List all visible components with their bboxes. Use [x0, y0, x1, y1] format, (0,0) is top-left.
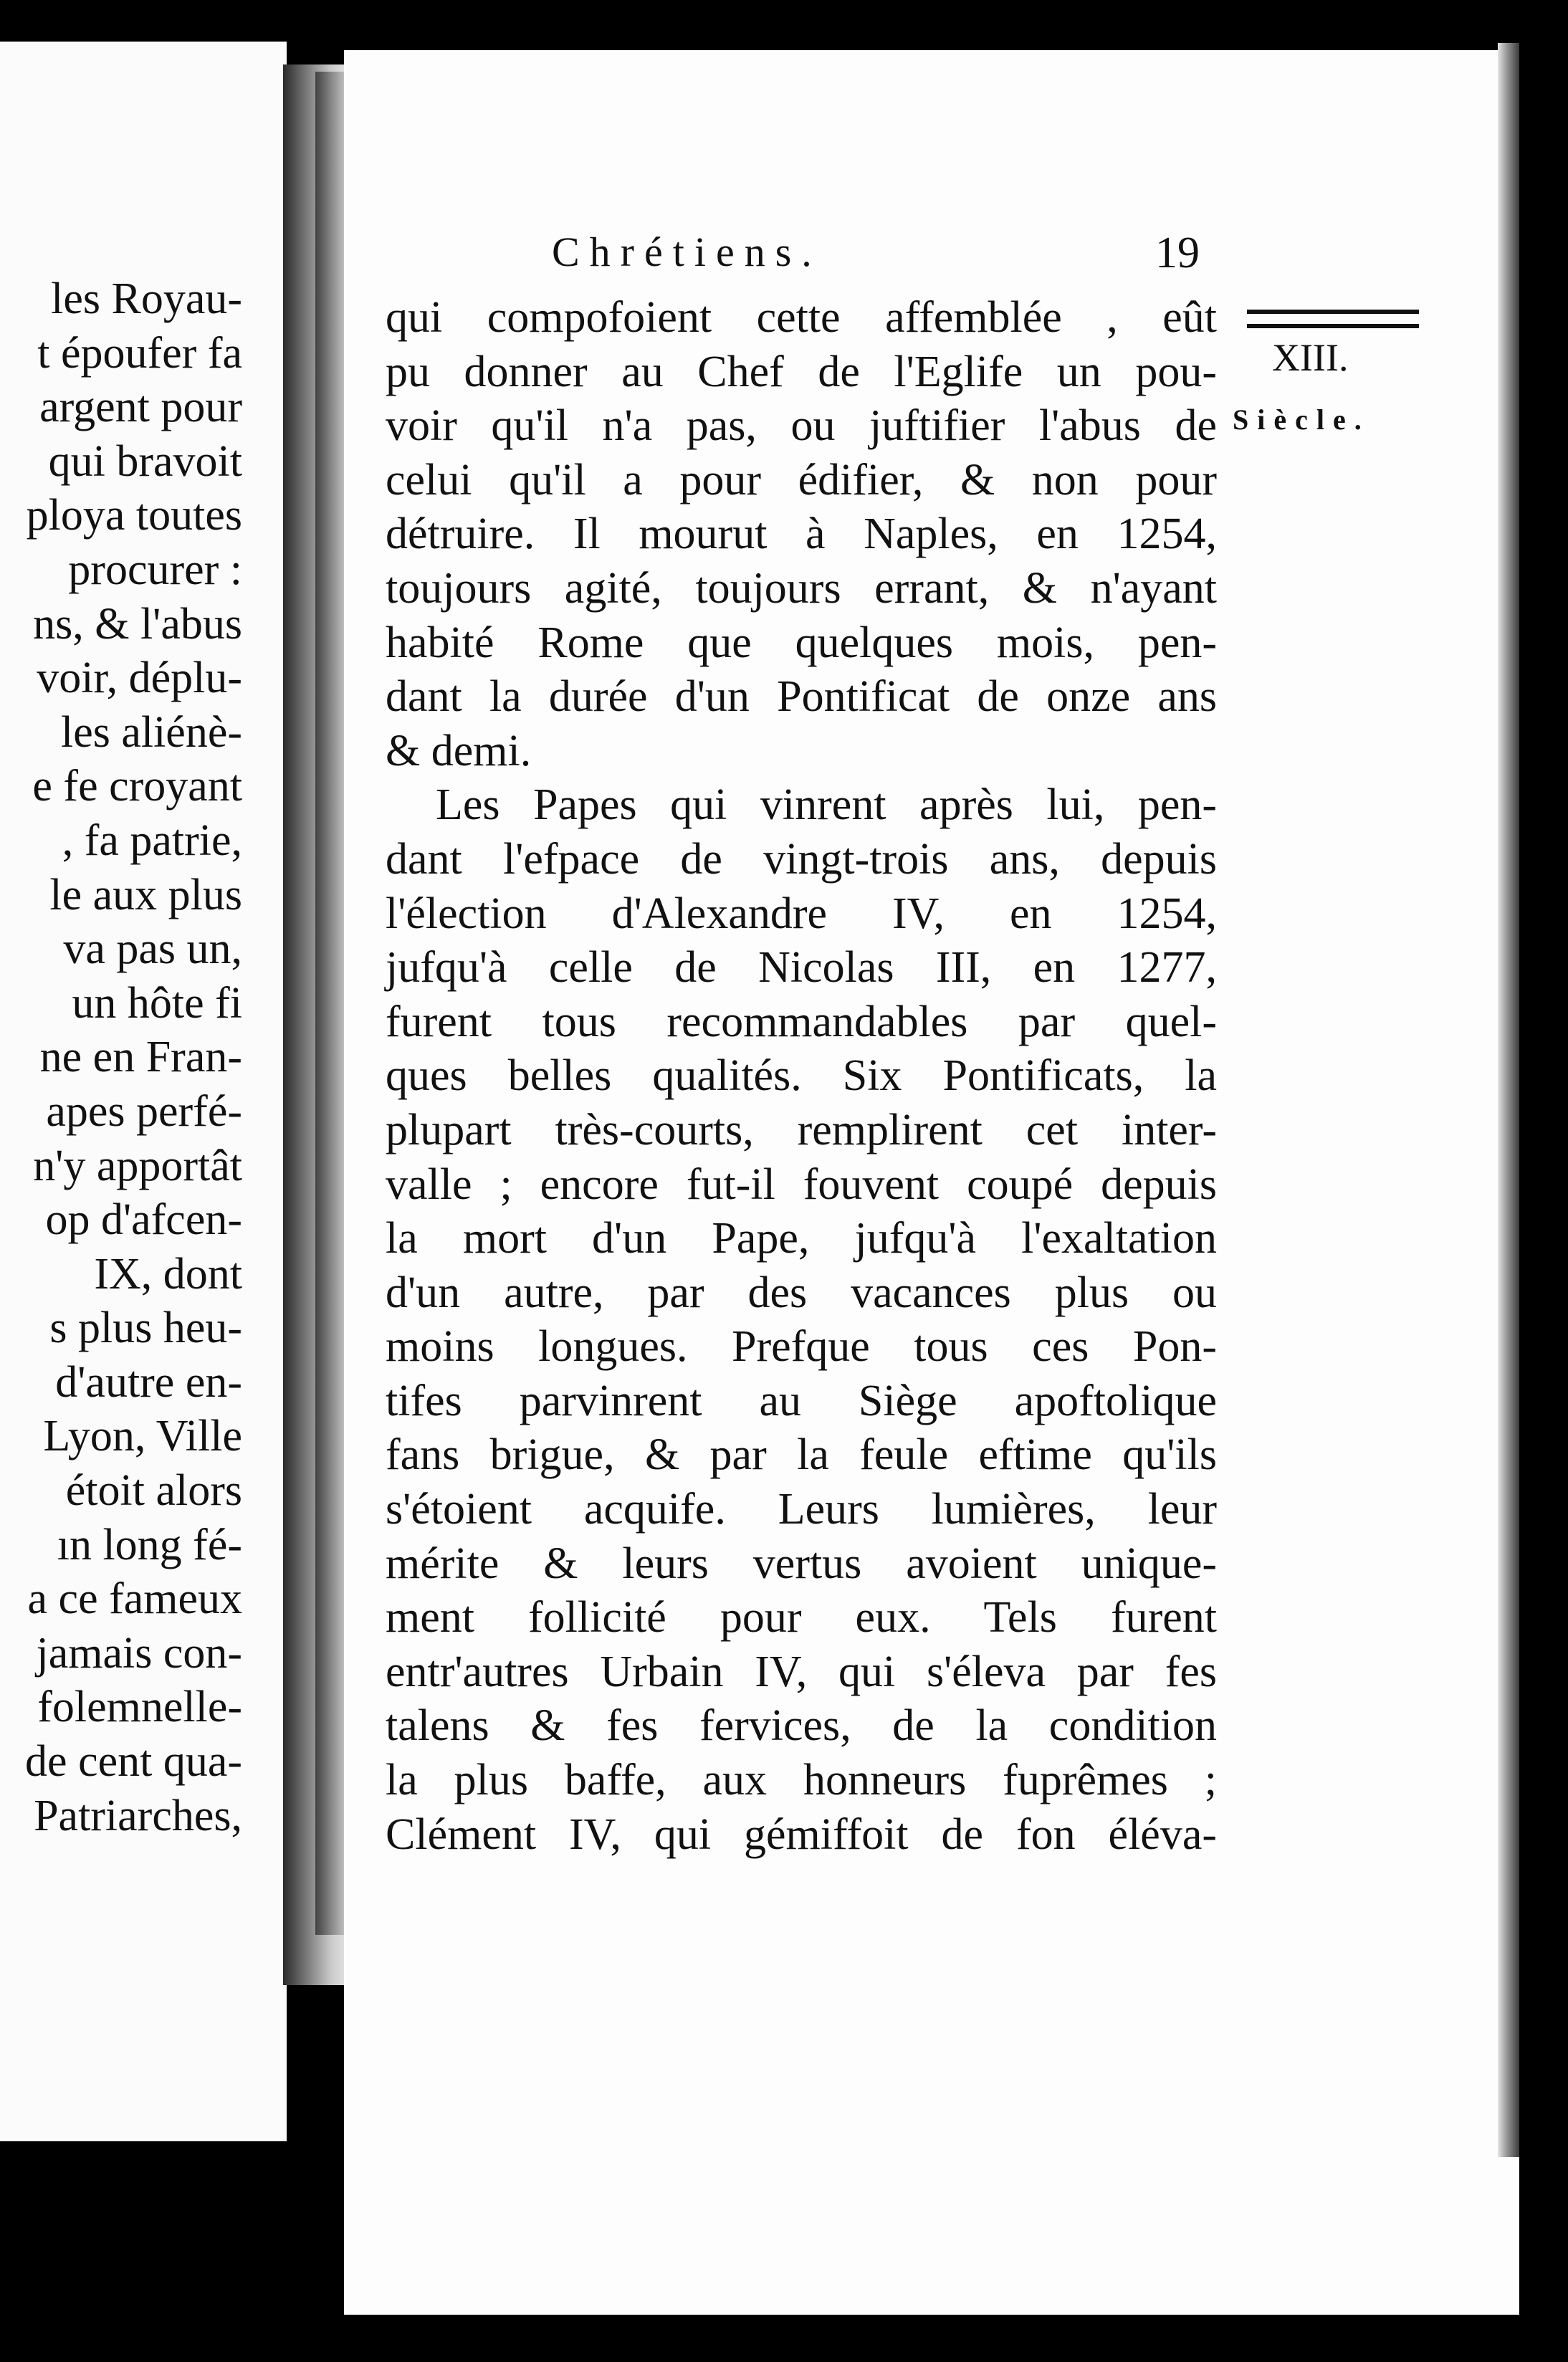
left-line: d'autre en-: [55, 1357, 242, 1407]
page-edge: [1498, 43, 1519, 2157]
body-line: s'étoient acquife. Leurs lumières, leur: [386, 1485, 1217, 1534]
body-line: moins longues. Prefque tous ces Pon-: [386, 1322, 1217, 1372]
body-line: valle ; encore fut-il fouvent coupé depuis: [386, 1160, 1217, 1209]
body-line: furent tous recommandables par quel-: [386, 997, 1217, 1046]
body-line: d'un autre, par des vacances plus ou: [386, 1268, 1217, 1317]
body-line: entr'autres Urbain IV, qui s'éleva par fes: [386, 1647, 1217, 1696]
body-line: ques belles qualités. Six Pontificats, la: [386, 1051, 1217, 1101]
body-line: ment follicité pour eux. Tels furent: [386, 1593, 1217, 1643]
body-line: dant la durée d'un Pontificat de onze ans: [386, 672, 1217, 722]
left-line: a ce fameux: [27, 1574, 242, 1624]
body-line: plupart très-courts, remplirent cet inter-: [386, 1105, 1217, 1154]
left-line: un hôte fi: [72, 978, 242, 1028]
left-line: voir, déplu-: [37, 654, 242, 703]
body-line: qui compofoient cette affemblée , eût: [386, 293, 1217, 342]
left-line: t époufer fa: [37, 328, 242, 378]
body-line: voir qu'il n'a pas, ou juftifier l'abus de: [386, 401, 1217, 451]
body-line: & demi.: [386, 726, 532, 775]
left-page: [0, 42, 287, 2141]
page-number: 19: [1155, 229, 1200, 277]
body-line: la plus baffe, aux honneurs fuprêmes ;: [386, 1756, 1217, 1805]
left-line: apes perfé-: [46, 1086, 242, 1136]
body-line: Clément IV, qui gémiffoit de fon éléva-: [386, 1809, 1217, 1859]
left-line: étoit alors: [65, 1466, 242, 1516]
left-line: ne en Fran-: [39, 1033, 242, 1082]
margin-rule: [1247, 310, 1419, 328]
running-head: Chrétiens.: [552, 229, 822, 275]
left-line: n'y apportât: [33, 1141, 242, 1190]
left-line: e fe croyant: [32, 762, 242, 811]
left-line: les aliénè-: [60, 707, 242, 757]
left-line: argent pour: [39, 383, 242, 432]
left-line: les Royau-: [51, 274, 242, 323]
body-line: pu donner au Chef de l'Eglife un pou-: [386, 347, 1217, 396]
body-line: détruire. Il mourut à Naples, en 1254,: [386, 510, 1217, 559]
body-line: tifes parvinrent au Siège apoftolique: [386, 1376, 1217, 1425]
body-line: mérite & leurs vertus avoient unique-: [386, 1539, 1217, 1588]
body-line: habité Rome que quelques mois, pen-: [386, 618, 1217, 667]
left-line: va pas un,: [63, 924, 242, 974]
body-line: dant l'efpace de vingt-trois ans, depuis: [386, 834, 1217, 884]
body-line: celui qu'il a pour édifier, & non pour: [386, 455, 1217, 505]
left-line: qui bravoit: [48, 436, 242, 486]
left-line: ns, & l'abus: [33, 599, 242, 649]
left-page-text: [25, 272, 242, 1843]
left-line: procurer :: [68, 545, 242, 594]
left-line: le aux plus: [49, 870, 242, 919]
body-text: [386, 291, 1217, 1862]
margin-siecle: Siècle.: [1233, 403, 1370, 436]
body-line: l'élection d'Alexandre IV, en 1254,: [386, 889, 1217, 938]
body-line: jufqu'à celle de Nicolas III, en 1277,: [386, 943, 1217, 993]
left-line: IX, dont: [94, 1249, 242, 1299]
body-line: toujours agité, toujours errant, & n'ayant: [386, 563, 1217, 613]
left-line: jamais con-: [36, 1628, 242, 1678]
margin-century: XIII.: [1272, 336, 1349, 379]
body-line: la mort d'un Pape, jufqu'à l'exaltation: [386, 1214, 1217, 1263]
body-line: talens & fes fervices, de la condition: [386, 1701, 1217, 1751]
left-line: ın long fé-: [57, 1520, 242, 1569]
left-line: , fa patrie,: [62, 816, 242, 865]
left-line: Lyon, Ville: [43, 1412, 242, 1461]
body-line: fans brigue, & par la feule eftime qu'ils: [386, 1430, 1217, 1480]
left-line: op d'afcen-: [45, 1195, 242, 1245]
left-line: s plus heu-: [49, 1304, 242, 1353]
gutter-shadow: [315, 72, 344, 1935]
left-line: ploya toutes: [26, 491, 242, 540]
left-line: folemnelle-: [37, 1683, 242, 1732]
left-line: Patriarches,: [34, 1791, 242, 1840]
left-line: de cent qua-: [25, 1737, 242, 1787]
body-line: Les Papes qui vinrent après lui, pen-: [436, 780, 1217, 830]
